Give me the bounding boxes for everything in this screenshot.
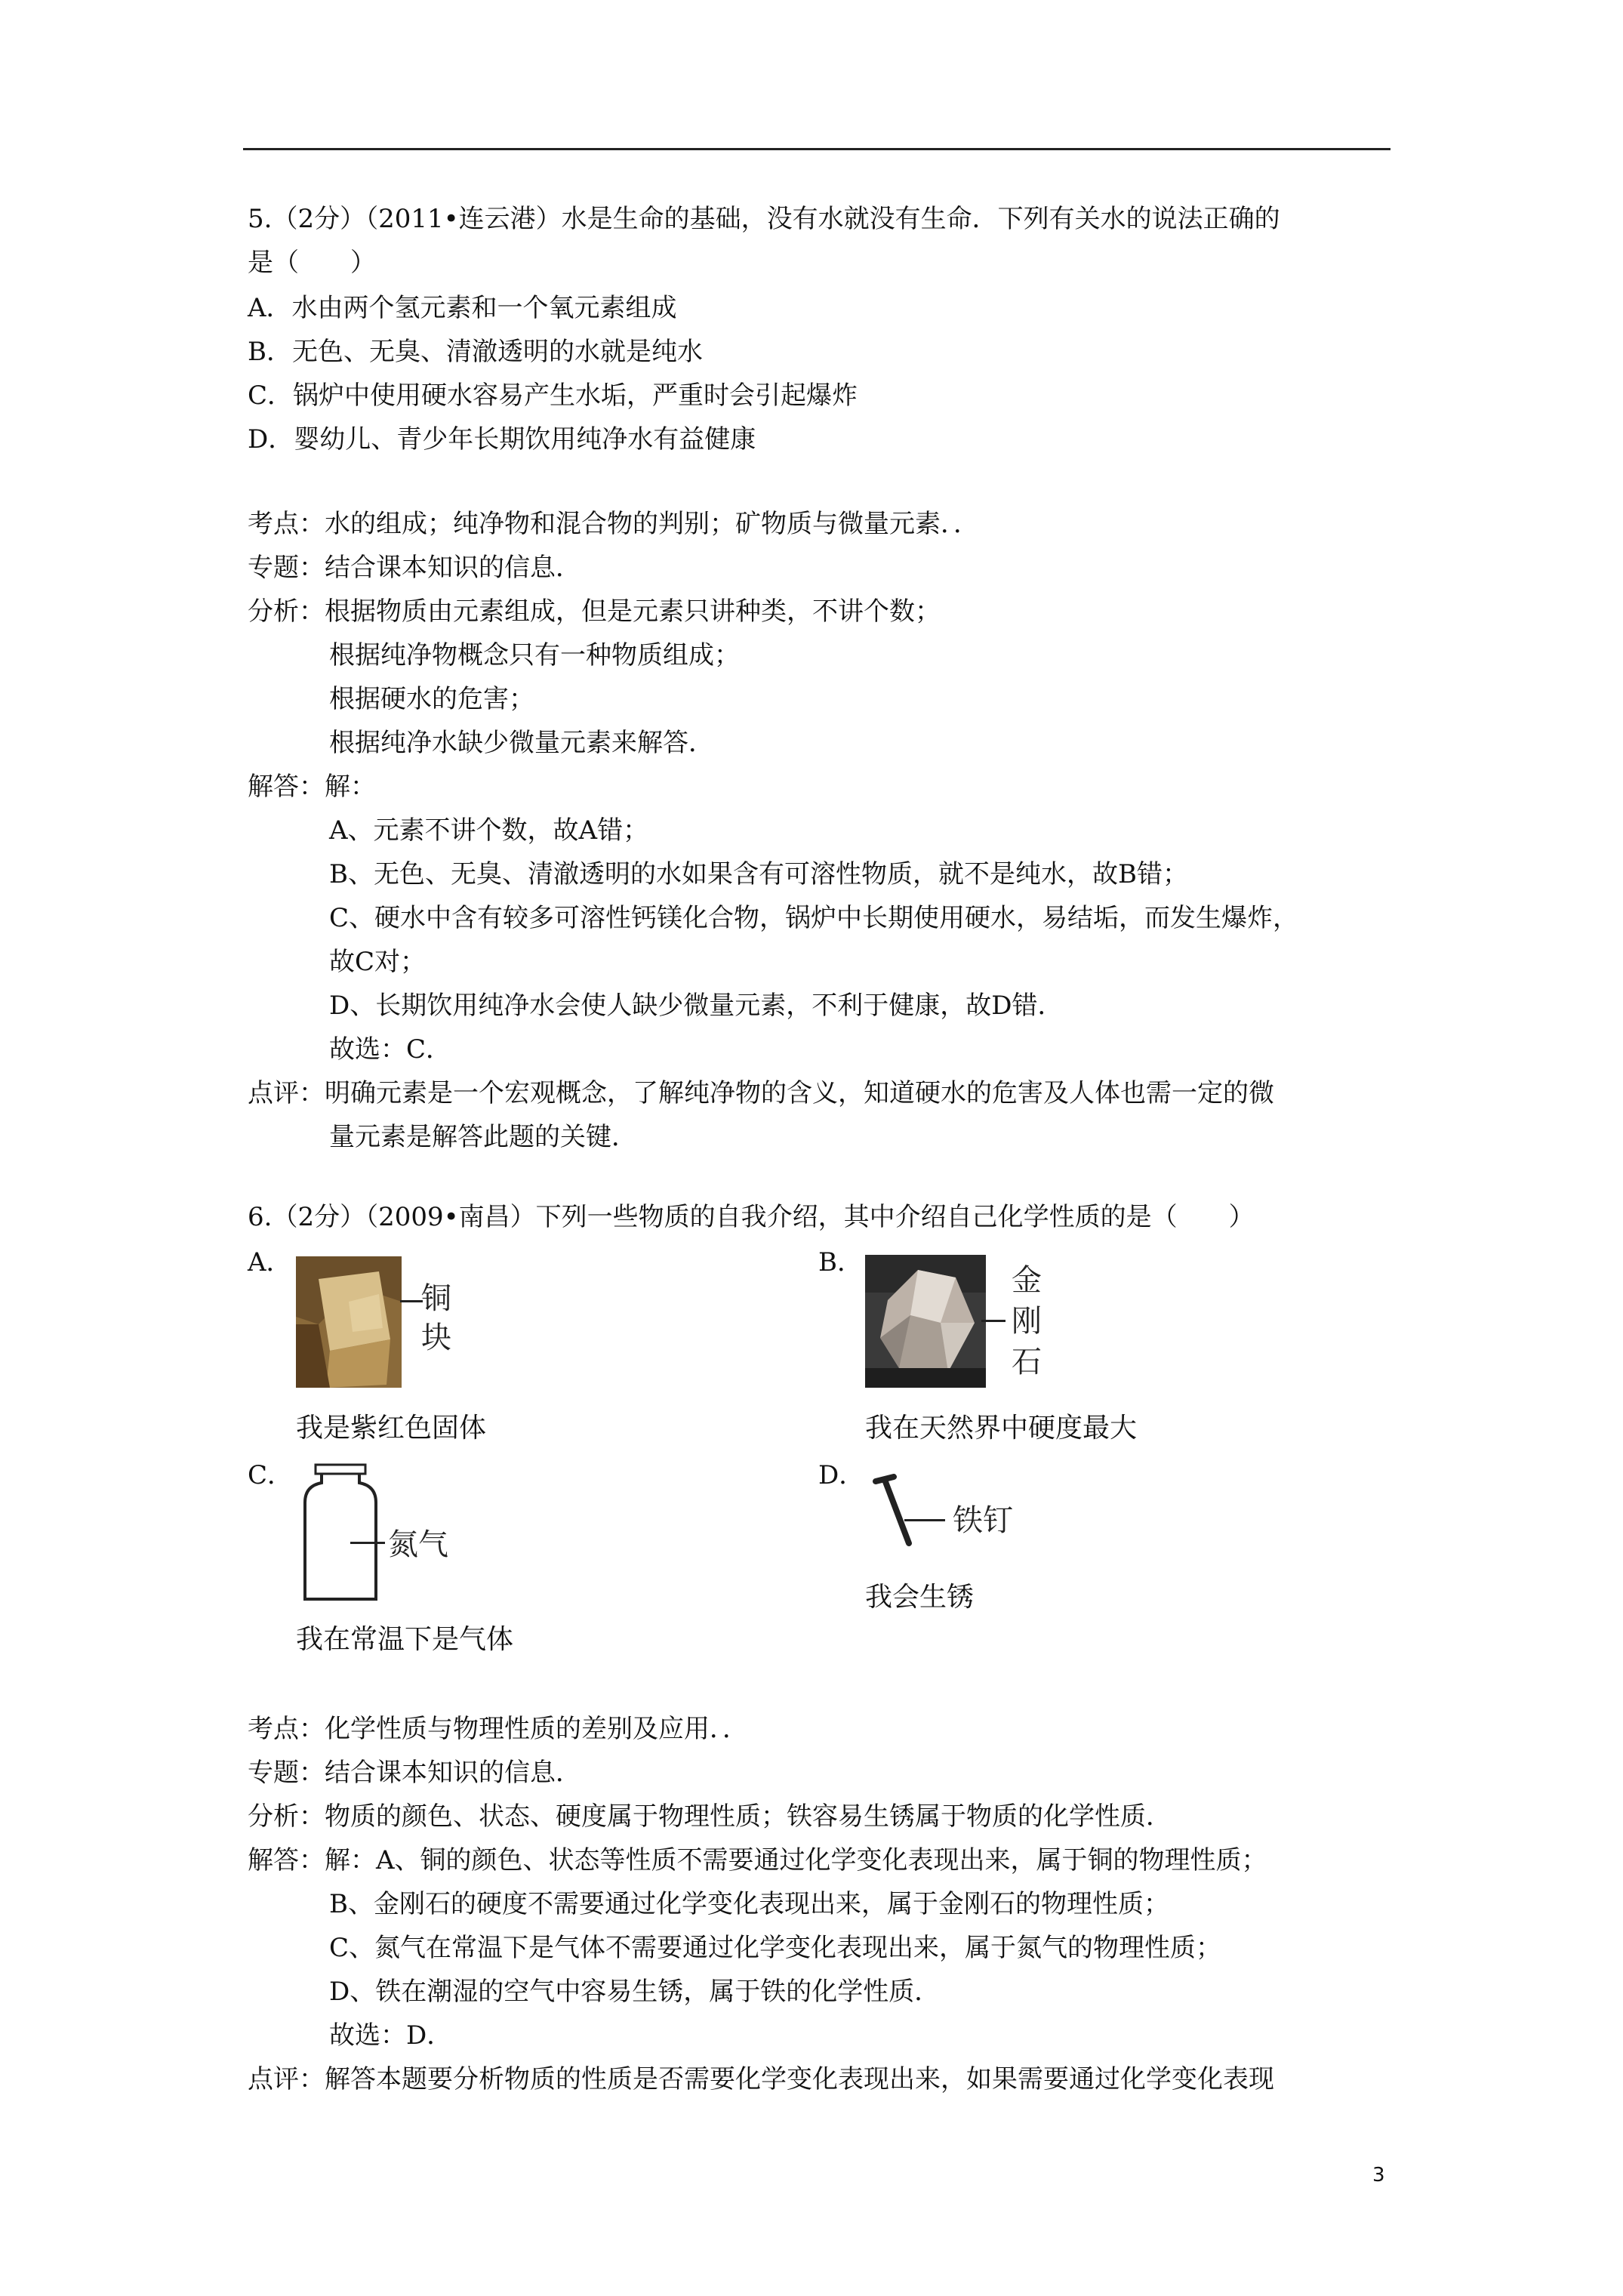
gas-pointer-line — [350, 1542, 385, 1544]
q6-stem: 6.（2分）（2009•南昌）下列一些物质的自我介绍，其中介绍自己化学性质的是（ ） — [248, 1202, 1255, 1232]
q5-jieda-line: A、元素不讲个数，故A错； — [329, 815, 649, 846]
q5-dianping-line2: 量元素是解答此题的关键． — [329, 1122, 637, 1152]
q5-option-d: D．婴幼儿、青少年长期饮用纯净水有益健康 — [248, 424, 756, 455]
q5-stem-line1: 5.（2分）（2011•连云港）水是生命的基础，没有水就没有生命．下列有关水的说法正确的 — [248, 204, 1280, 234]
q6-option-c-letter: C． — [248, 1460, 294, 1490]
diamond-tag-3: 石 — [1012, 1345, 1042, 1379]
q6-zhuanti: 专题：结合课本知识的信息． — [248, 1758, 581, 1788]
q6-jieda: 解答：解：A、铜的颜色、状态等性质不需要通过化学变化表现出来，属于铜的物理性质； — [248, 1845, 1267, 1875]
q6-answer: 故选：D． — [329, 2020, 453, 2051]
q5-fenxi-line: 根据纯净物概念只有一种物质组成； — [329, 640, 740, 670]
diamond-pointer-line — [981, 1320, 1006, 1322]
q6-option-d-letter: D． — [818, 1460, 865, 1490]
q5-fenxi: 分析：根据物质由元素组成，但是元素只讲种类，不讲个数； — [248, 596, 941, 627]
q6-option-d-caption: 我会生锈 — [865, 1582, 975, 1613]
q5-jieda-line: B、无色、无臭、清澈透明的水如果含有可溶性物质，就不是纯水，故B错； — [329, 859, 1188, 889]
q5-answer: 故选：C． — [329, 1034, 452, 1065]
diamond-tag-2: 刚 — [1012, 1304, 1042, 1339]
q5-option-a: A．水由两个氢元素和一个氧元素组成 — [248, 293, 677, 323]
q6-dianping: 点评：解答本题要分析物质的性质是否需要化学变化表现出来，如果需要通过化学变化表现 — [248, 2064, 1274, 2094]
q5-jieda: 解答：解： — [248, 772, 376, 802]
q5-zhuanti: 专题：结合课本知识的信息． — [248, 553, 581, 583]
q6-option-b-letter: B． — [818, 1247, 863, 1277]
nail-pointer-line — [904, 1519, 945, 1521]
q6-jieda-line: B、金刚石的硬度不需要通过化学变化表现出来，属于金刚石的物理性质； — [329, 1889, 1169, 1919]
q5-fenxi-line: 根据硬水的危害； — [329, 684, 534, 714]
q5-kaodian: 考点：水的组成；纯净物和混合物的判别；矿物质与微量元素．． — [248, 509, 979, 539]
q5-jieda-line: 故C对； — [329, 947, 427, 977]
copper-pointer-line — [400, 1300, 423, 1302]
iron-nail-drawing — [871, 1474, 932, 1549]
nitrogen-tag: 氮气 — [388, 1527, 448, 1562]
q6-option-c-caption: 我在常温下是气体 — [296, 1624, 514, 1655]
q6-jieda-line: C、氮气在常温下是气体不需要通过化学变化表现出来，属于氮气的物理性质； — [329, 1933, 1222, 1963]
q5-jieda-line: D、长期饮用纯净水会使人缺少微量元素，不利于健康，故D错． — [329, 991, 1064, 1021]
q6-kaodian: 考点：化学性质与物理性质的差别及应用．． — [248, 1714, 748, 1744]
header-rule — [243, 148, 1390, 150]
q6-option-a-caption: 我是紫红色固体 — [296, 1413, 487, 1444]
q5-jieda-line: C、硬水中含有较多可溶性钙镁化合物，锅炉中长期使用硬水，易结垢，而发生爆炸， — [329, 903, 1299, 933]
diamond-tag-1: 金 — [1012, 1263, 1042, 1298]
q6-option-b-caption: 我在天然界中硬度最大 — [865, 1413, 1138, 1444]
q5-option-b: B．无色、无臭、清澈透明的水就是纯水 — [248, 337, 703, 367]
q5-dianping-line1: 点评：明确元素是一个宏观概念，了解纯净物的含义，知道硬水的危害及人体也需一定的微 — [248, 1078, 1274, 1108]
copper-tag-2: 块 — [421, 1321, 451, 1355]
q5-fenxi-line: 根据纯净水缺少微量元素来解答． — [329, 728, 714, 758]
diamond-image — [865, 1255, 986, 1388]
copper-block-image — [296, 1256, 402, 1388]
copper-tag-1: 铜 — [421, 1281, 451, 1316]
iron-nail-tag: 铁钉 — [953, 1503, 1013, 1538]
page-number: 3 — [1372, 2164, 1385, 2187]
q6-fenxi: 分析：物质的颜色、状态、硬度属于物理性质；铁容易生锈属于物质的化学性质． — [248, 1801, 1172, 1832]
q5-stem-line2: 是（ ） — [248, 248, 376, 278]
q5-option-c: C．锅炉中使用硬水容易产生水垢，严重时会引起爆炸 — [248, 381, 858, 411]
q6-jieda-line: D、铁在潮湿的空气中容易生锈，属于铁的化学性质． — [329, 1977, 941, 2007]
gas-bottle-drawing — [299, 1463, 382, 1604]
q6-option-a-letter: A． — [248, 1247, 292, 1277]
